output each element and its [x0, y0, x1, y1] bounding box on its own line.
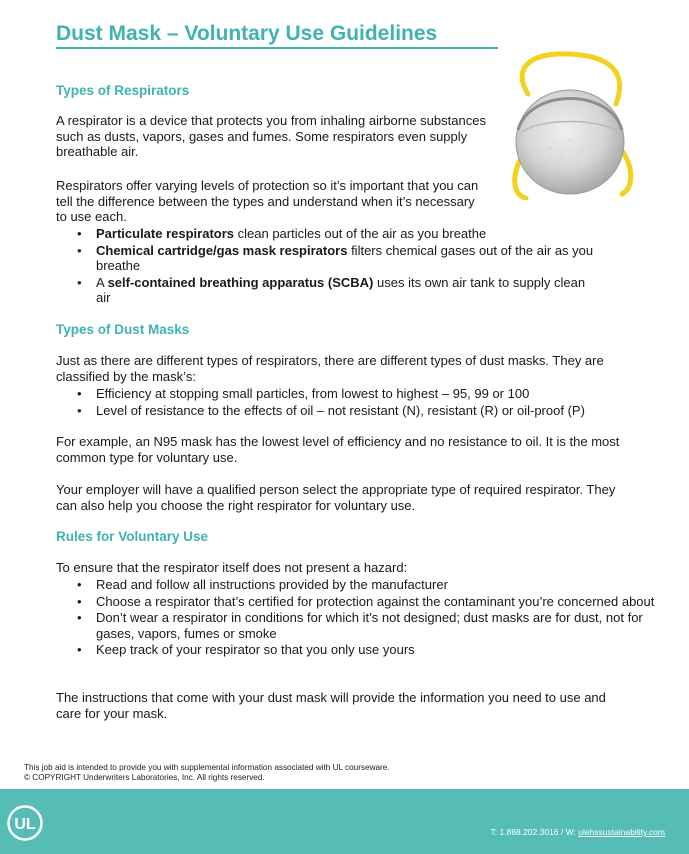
- bold-term: Particulate respirators: [96, 226, 235, 241]
- list-item: • Don’t wear a respirator in conditions for which it’s not designed; dust masks are for dust, not for gases, vapors, fumes or smoke: [56, 610, 656, 641]
- section-heading-rules-for-voluntary-use: Rules for Voluntary Use: [56, 529, 209, 544]
- footnote-copyright: © COPYRIGHT Underwriters Laboratories, Inc. All rights reserved.: [24, 773, 265, 782]
- respirator-types-list: [56, 226, 596, 307]
- footer-bar: [0, 789, 689, 854]
- protection-levels-paragraph: Respirators offer varying levels of protection so it’s important that you can tell the difference between the types and understand when it’s necessary to use each.: [56, 178, 479, 224]
- voluntary-use-rules-list: [56, 577, 656, 659]
- list-item: • Particulate respirators clean particles out of the air as you breathe: [56, 226, 596, 242]
- respirator-definition-paragraph: A respirator is a device that protects you from inhaling airborne substances such as dusts, vapors, gases and fumes. Some respirators even supply breathable air.: [56, 113, 486, 159]
- list-item: • Keep track of your respirator so that you only use yours: [56, 642, 656, 658]
- dust-mask-classification-paragraph: Just as there are different types of respirators, there are different types of dust masks. They are classified by the mask’s:: [56, 353, 604, 384]
- list-item: • Choose a respirator that’s certified for protection against the contaminant you’re concerned about: [56, 594, 656, 610]
- bold-term: self-contained breathing apparatus (SCBA): [107, 274, 374, 290]
- list-item: • Efficiency at stopping small particles, from lowest to highest – 95, 99 or 100: [56, 386, 656, 402]
- contact-info: [490, 827, 665, 837]
- closing-paragraph: The instructions that come with your dust mask will provide the information you need to use and care for your mask.: [56, 690, 606, 721]
- section-heading-types-of-dust-masks: Types of Dust Masks: [56, 322, 190, 337]
- section-heading-types-of-respirators: Types of Respirators: [56, 83, 190, 98]
- bold-term: Chemical cartridge/gas mask respirators: [96, 242, 348, 258]
- copyright-footnote: [24, 763, 390, 783]
- website-link[interactable]: ulehssustainability.com: [578, 827, 665, 837]
- list-item: • Level of resistance to the effects of oil – not resistant (N), resistant (R) or oil-proof (P): [56, 403, 656, 419]
- n95-example-paragraph: For example, an N95 mask has the lowest level of efficiency and no resistance to oil. It is the most common type for voluntary use.: [56, 434, 620, 465]
- list-item: • A self-contained breathing apparatus (SCBA) uses its own air tank to supply clean air: [56, 275, 596, 306]
- footnote-disclaimer: This job aid is intended to provide you with supplemental information associated with UL courseware.: [24, 763, 390, 772]
- logo-text: UL: [14, 816, 36, 833]
- phone-text: T: 1.888.202.3016 / W:: [490, 827, 579, 837]
- employer-selection-paragraph: Your employer will have a qualified person select the appropriate type of required respirator. They can also help you choose the right respirator for voluntary use.: [56, 482, 616, 513]
- ul-logo-icon: [7, 805, 43, 841]
- dust-mask-classification-list: [56, 386, 656, 419]
- list-item: • Chemical cartridge/gas mask respirators filters chemical gases out of the air as you breathe: [56, 243, 596, 274]
- rules-intro-paragraph: To ensure that the respirator itself does not present a hazard:: [56, 560, 408, 575]
- dust-mask-image: [500, 48, 640, 200]
- list-item: • Read and follow all instructions provided by the manufacturer: [56, 577, 656, 593]
- page-title: Dust Mask – Voluntary Use Guidelines: [56, 22, 438, 45]
- title-underline: [56, 47, 498, 49]
